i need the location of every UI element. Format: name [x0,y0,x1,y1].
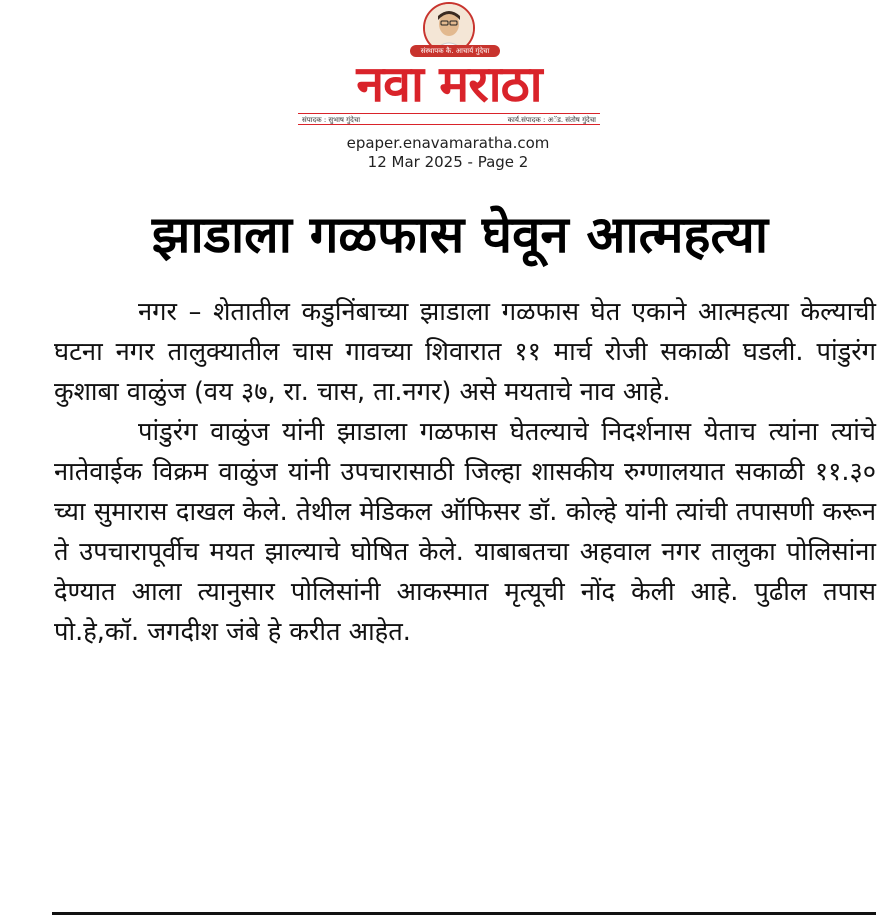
date-page: 12 Mar 2025 - Page 2 [367,153,529,171]
bottom-divider [52,912,876,915]
source-url[interactable]: epaper.enavamaratha.com [346,134,550,152]
article-paragraph: पांडुरंग वाळुंज यांनी झाडाला गळफास घेतल्याचे निदर्शनास येताच त्यांना त्यांचे नातेवाईक विक्रम वाळुंज यांनी उपचारासाठी जिल्हा शासकीय रुग्णालयात सकाळी ११.३० च्या सुमारास दाखल केले. तेथील मेडिकल ऑफिसर डॉ. कोल्हे यांनी त्यांची तपासणी करून ते उपचारापूर्वीच मयत झाल्याचे घोषित केले. याबाबतचा अहवाल नगर तालुका पोलिसांना देण्यात आला त्यानुसार पोलिसांनी आकस्मात मृत्यूची नोंद केली आहे. पुढील तपास पो.हे,कॉ. जगदीश जंबे हे करीत आहेत. [54,417,876,647]
masthead [298,0,600,130]
editors-strip [298,113,600,125]
editor-right: कार्य.संपादक : अॅड. संतोष गुंदेचा [507,116,596,124]
newspaper-logo: नवा मराठा [356,55,542,113]
editor-left: संपादक : सुभाष गुंदेचा [302,116,361,124]
article-headline: झाडाला गळफास घेवून आत्महत्या [151,206,769,265]
article-paragraph: नगर – शेतातील कडुनिंबाच्या झाडाला गळफास घेत एकाने आत्महत्या केल्याची घटना नगर तालुक्यातील चास गावच्या शिवारात ११ मार्च रोजी सकाळी घडली. पांडुरंग कुशाबा वाळुंज (वय ३७, रा. चास, ता.नगर) असे मयताचे नाव आहे. [54,297,876,407]
source-info [0,134,896,172]
article-body [54,292,876,652]
founder-caption: संस्थापक कै. आचार्य गुंदेचा [410,45,500,57]
